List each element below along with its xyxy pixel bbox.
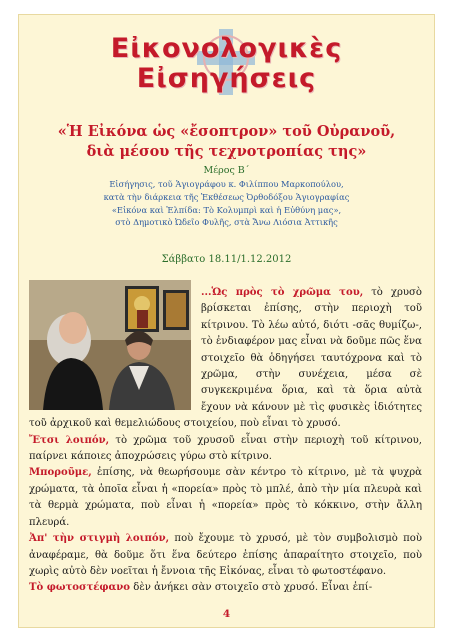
paragraph-text: ποὺ ἔχουμε τὸ χρυσό, μὲ τὸν συμβολισμὸ ποὺ ἀναφέραμε, θὰ δοῦμε ὅτι ἕνα δεύτερο ἐπίσης ἀπαραίτητο στοιχεῖο, ποὺ χωρὶς αὐτὸ δὲν νοεῖται ἡ ἔννοια τῆς Εἰκόνας, εἶναι τὸ φωτοστέφανο.	[29, 533, 422, 577]
title-line-2: διὰ μέσου τῆς τεχνοτροπίας της»	[86, 143, 367, 160]
paragraph	[29, 531, 422, 580]
paragraph-lead: Μποροῦμε,	[29, 467, 92, 479]
part-label: Μέρος Β΄	[203, 165, 250, 176]
article-title	[29, 122, 424, 162]
event-date: Σάββατο 18.11/1.12.2012	[161, 254, 292, 265]
paragraph	[29, 465, 422, 531]
paragraph	[29, 580, 422, 596]
intro-block	[39, 178, 414, 229]
paragraph-lead: Ἀπ' τὴν στιγμὴ λοιπόν,	[29, 533, 170, 545]
paragraph-text: τὸ χρῶμα τοῦ χρυσοῦ εἶναι στὴν περιοχὴ τοῦ κίτρινου, παίρνει κάποιες ἀποχρώσεις γύρω στὸ κίτρινο.	[29, 434, 422, 463]
intro-line: στὸ Δημοτικὸ Ὠδεῖο Φυλῆς, στὰ Ἄνω Λιόσια Ἀττικῆς	[115, 217, 338, 228]
title-line-1: «Ἡ Εἰκόνα ὡς «ἔσοπτρον» τοῦ Οὐρανοῦ,	[57, 123, 396, 140]
paragraph-lead: Τὸ φωτοστέφανο	[29, 582, 131, 594]
banner-line-1: Εἰκονολογικὲς	[110, 33, 343, 64]
paragraph-text: τὸ χρυσὸ βρίσκεται ἐπίσης, στὴν περιοχὴ τοῦ κίτρινου. Τὸ λέω αὐτό, διότι -σᾶς θυμίζω-, τὸ ἐνδιαφέρον μας εἶναι νὰ δοῦμε πῶς ἕνα στοιχεῖο θὰ ὁδηγήσει ταυτόχρονα καὶ τὸ χρῶμα, στὴν συνέχεια, μέσα σὲ συγκεκριμένα ὅρια, καὶ τὰ ὅρια αὐτὰ ἔχουν νὰ κάνουν μὲ τὶς φυσικὲς ἰδιότητες τοῦ ἀρχικοῦ καὶ θεμελιώδους στοιχείου, ποὺ εἶναι τὸ χρυσό.	[29, 287, 422, 430]
intro-line: Εἰσήγησις, τοῦ Ἁγιογράφου κ. Φιλίππου Μαρκοπούλου,	[109, 179, 344, 189]
paragraph	[29, 433, 422, 466]
page-number: 4	[222, 608, 231, 620]
paragraph-lead: ...Ὡς πρὸς τὸ χρῶμα του,	[201, 287, 364, 298]
document-page	[18, 14, 435, 628]
paragraph-text: δὲν ἀνήκει σὰν στοιχεῖο στὸ χρυσό. Εἶναι ἐπί-	[130, 582, 373, 594]
paragraph-text: ἐπίσης, νὰ θεωρήσουμε σὰν κέντρο τὸ κίτρινο, μὲ τὰ ψυχρὰ χρώματα, τὰ ὁποῖα εἶναι ἡ «πορεία» πρὸς τὸ μπλέ, ἀπὸ τὴν μία πλευρὰ καὶ τὰ θερμὰ χρώματα, ποὺ εἶναι ἡ «πορεία» πρὸς τὸ κόκκινο, στὴν ἄλλη πλευρά.	[29, 467, 422, 528]
intro-line: «Εἰκόνα καὶ Ἐλπίδα: Τὸ Κολυμπρὶ καὶ ἡ Εὐθύνη μας»,	[111, 204, 342, 215]
intro-line: κατὰ τὴν διάρκεια τῆς Ἐκθέσεως Ὀρθοδόξου Ἁγιογραφίας	[103, 191, 350, 202]
paragraph-lead: Ἔτσι λοιπόν,	[29, 434, 110, 446]
header-banner	[109, 21, 344, 101]
article-body	[29, 285, 422, 597]
banner-line-2: Εἰσηγήσεις	[136, 63, 317, 94]
